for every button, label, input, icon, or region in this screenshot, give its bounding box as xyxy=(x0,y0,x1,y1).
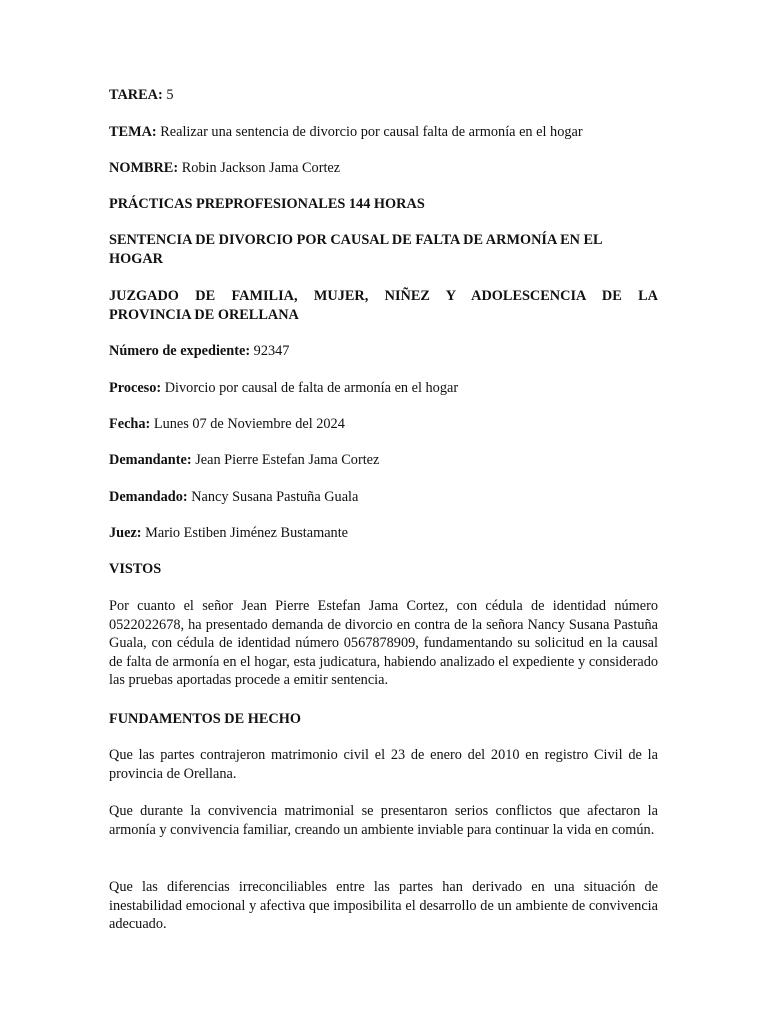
demandado-value: Nancy Susana Pastuña Guala xyxy=(191,489,359,505)
proceso-line xyxy=(109,379,658,398)
sentencia-title xyxy=(109,231,658,268)
vistos-heading xyxy=(109,560,658,579)
expediente-label: Número de expediente: xyxy=(109,343,251,359)
fundamentos-paragraph-1: Que las partes contrajeron matrimonio civil el 23 de enero del 2010 en registro Civil de la provincia de Orellana. xyxy=(109,747,658,782)
sentencia-title-text: SENTENCIA DE DIVORCIO POR CAUSAL DE FALTA DE ARMONÍA EN EL HOGAR xyxy=(109,232,602,267)
nombre-line xyxy=(109,159,658,178)
fecha-value: Lunes 07 de Noviembre del 2024 xyxy=(153,416,345,432)
tarea-label: TAREA: xyxy=(109,87,163,103)
juzgado-title-line1: JUZGADO DE FAMILIA, MUJER, NIÑEZ Y ADOLESCENCIA DE LA xyxy=(109,288,658,304)
fecha-line xyxy=(109,415,658,434)
demandante-value: Jean Pierre Estefan Jama Cortez xyxy=(195,452,380,468)
fundamentos-heading xyxy=(109,710,658,729)
tema-label: TEMA: xyxy=(109,124,157,140)
nombre-label: NOMBRE: xyxy=(109,160,179,176)
fundamentos-heading-text: FUNDAMENTOS DE HECHO xyxy=(109,711,301,727)
fecha-label: Fecha: xyxy=(109,416,151,432)
fundamentos-paragraph-3: Que las diferencias irreconciliables entre las partes han derivado en una situación de inestabilidad emocional y afectiva que imposibilita el desarrollo de un ambiente de convivencia adecuado. xyxy=(109,879,658,932)
tarea-line xyxy=(109,86,658,105)
expediente-value: 92347 xyxy=(253,343,290,359)
practicas-heading xyxy=(109,195,658,214)
proceso-label: Proceso: xyxy=(109,380,162,396)
fundamentos-paragraph-2: Que durante la convivencia matrimonial se presentaron serios conflictos que afectaron la armonía y convivencia familiar, creando un ambiente inviable para continuar la vida en común. xyxy=(109,803,658,838)
demandante-line xyxy=(109,451,658,470)
juzgado-title-line2: PROVINCIA DE ORELLANA xyxy=(109,307,299,323)
demandante-label: Demandante: xyxy=(109,452,192,468)
juez-line xyxy=(109,524,658,543)
demandado-label: Demandado: xyxy=(109,489,188,505)
demandado-line xyxy=(109,488,658,507)
juez-value: Mario Estiben Jiménez Bustamante xyxy=(145,525,349,541)
vistos-paragraph: Por cuanto el señor Jean Pierre Estefan Jama Cortez, con cédula de identidad número 0522022678, ha presentado demanda de divorcio en contra de la señora Nancy Susana Pastuña Guala, con cédula de identidad número 0567878909, fundamentando su solicitud en la causal de falta de armonía en el hogar, esta judicatura, habiendo analizado el expediente y considerado las pruebas aportadas procede a emitir sentencia. xyxy=(109,598,658,688)
nombre-value: Robin Jackson Jama Cortez xyxy=(181,160,341,176)
tarea-value: 5 xyxy=(166,87,174,103)
practicas-text: PRÁCTICAS PREPROFESIONALES 144 HORAS xyxy=(109,196,425,212)
tema-value: Realizar una sentencia de divorcio por causal falta de armonía en el hogar xyxy=(160,124,583,140)
proceso-value: Divorcio por causal de falta de armonía en el hogar xyxy=(164,380,459,396)
vistos-heading-text: VISTOS xyxy=(109,561,162,577)
juez-label: Juez: xyxy=(109,525,142,541)
tema-line xyxy=(109,123,658,142)
expediente-line xyxy=(109,342,658,361)
